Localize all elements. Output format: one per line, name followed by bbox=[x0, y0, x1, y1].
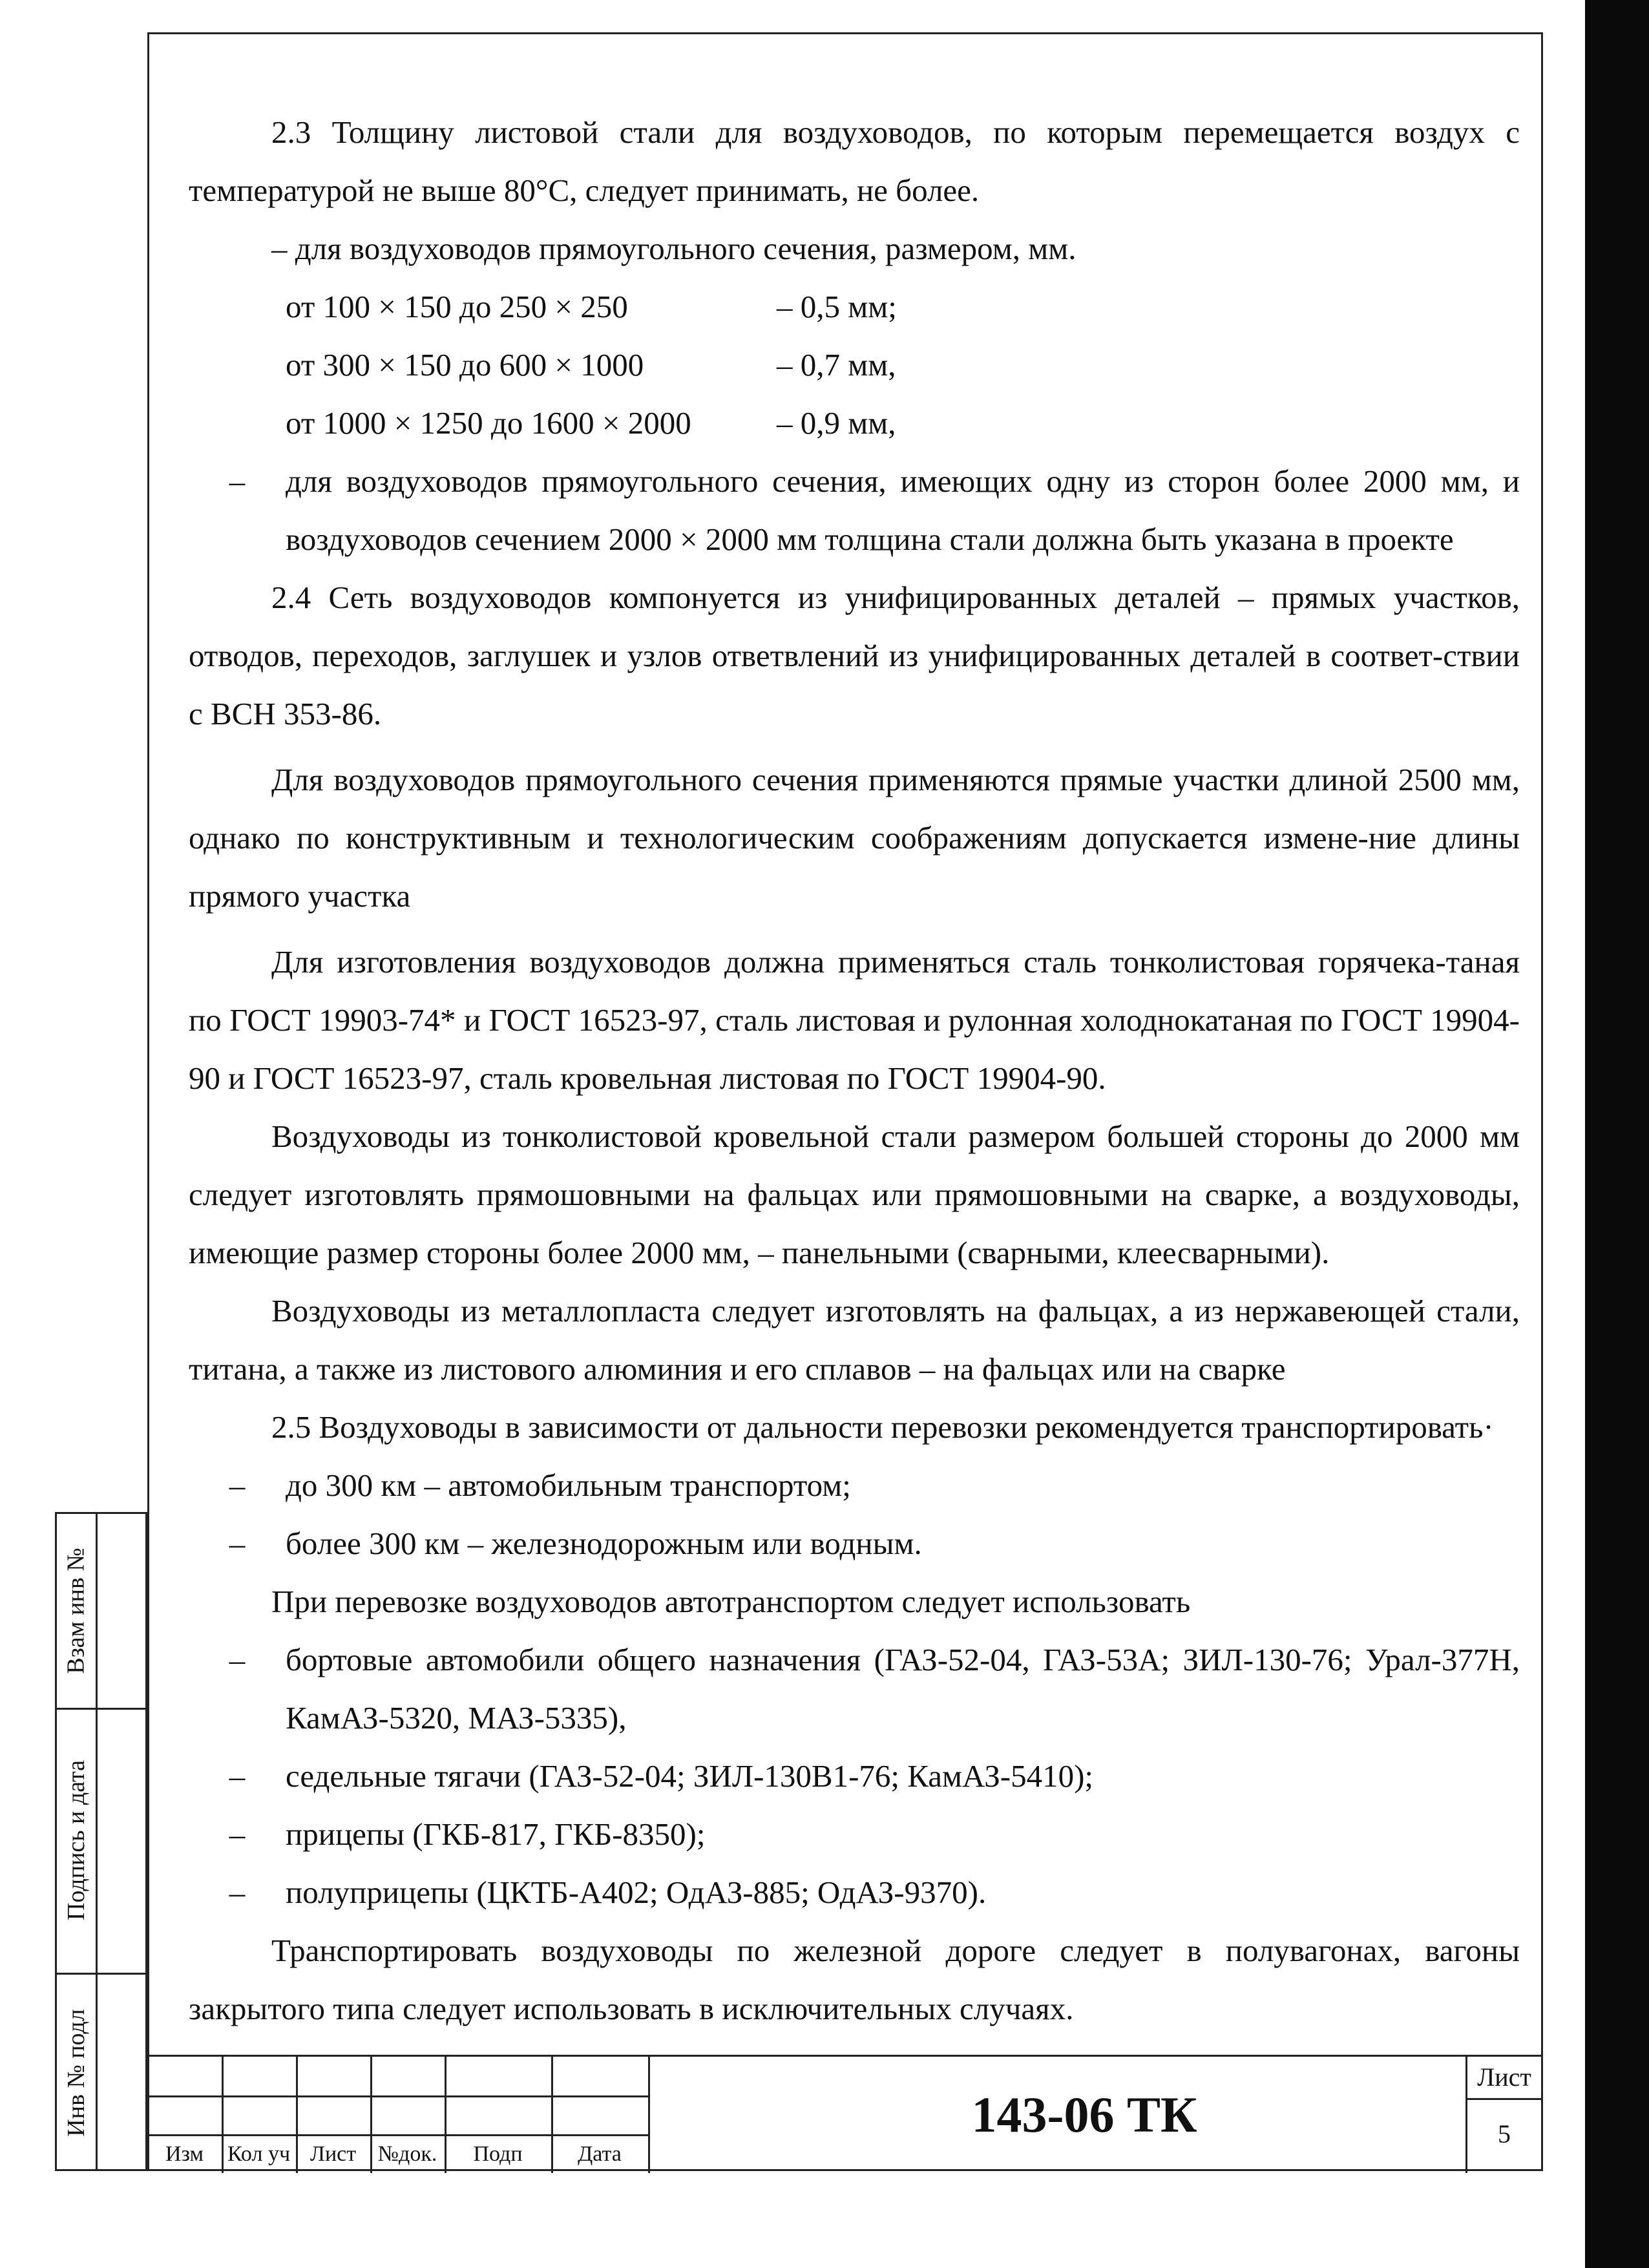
header-izm: Изм bbox=[165, 2142, 204, 2166]
list-item-text: прицепы (ГКБ-817, ГКБ-8350); bbox=[286, 1816, 706, 1852]
inv-original-label: Инв № подл bbox=[63, 2009, 90, 2137]
header-list: Лист bbox=[310, 2142, 357, 2166]
paragraph-2-4: 2.4 Сеть воздуховодов компонуется из унифицированных деталей – прямых участков, отводов, переходов, заглушек и узлов ответвлений из унифицированных деталей в соответ-ствии с ВСН 353-86. bbox=[189, 580, 1520, 731]
header-kol-uch: Кол уч bbox=[227, 2142, 291, 2166]
header-ndok: №док. bbox=[377, 2142, 437, 2166]
list-item-text: бортовые автомобили общего назначения (ГАЗ-52-04, ГАЗ-53А; ЗИЛ-130-76; Урал-377Н, КамАЗ-5320, МАЗ-5335), bbox=[286, 1642, 1520, 1736]
title-block bbox=[147, 2055, 1543, 2171]
dash-marker: – bbox=[229, 1642, 246, 1677]
list-item-vehicle bbox=[189, 1747, 1520, 1805]
dash-marker: – bbox=[229, 1874, 246, 1910]
dash-marker: – bbox=[229, 1758, 246, 1794]
paragraph-railway: Транспортировать воздуховоды по железной дороге следует в полувагонах, вагоны закрытого типа следует использовать в исключительных случаях. bbox=[189, 1933, 1520, 2026]
size-range: от 100 × 150 до 250 × 250 bbox=[286, 289, 628, 324]
paragraph-2-5: 2.5 Воздуховоды в зависимости от дальности перевозки рекомендуется транспортировать· bbox=[271, 1409, 1494, 1445]
list-item-text: до 300 км – автомобильным транспортом; bbox=[286, 1467, 851, 1503]
vzam-inv-label: Взам инв № bbox=[63, 1548, 90, 1674]
thickness-value: – 0,7 мм, bbox=[777, 347, 896, 383]
paragraph-straight-sections: Для воздуховодов прямоугольного сечения применяются прямые участки длиной 2500 мм, однако по конструктивным и технологическим соображениям допускается измене-ние длины прямого участка bbox=[189, 762, 1520, 914]
thickness-row-3 bbox=[189, 394, 1520, 452]
paragraph-metalloplast: Воздуховоды из металлопласта следует изготовлять на фальцах, а из нержавеющей стали, титана, а также из листового алюминия и его сплавов – на фальцах или на сварке bbox=[189, 1293, 1520, 1387]
list-item-text: седельные тягачи (ГАЗ-52-04; ЗИЛ-130В1-76; КамАЗ-5410); bbox=[286, 1758, 1094, 1794]
signature-date-label: Подпись и дата bbox=[63, 1759, 90, 1921]
document-code: 143-06 ТК bbox=[971, 2086, 1197, 2143]
dash-marker: – bbox=[229, 463, 246, 499]
sheet-number: 5 bbox=[1498, 2119, 1511, 2148]
paragraph-roof-steel: Воздуховоды из тонколистовой кровельной стали размером большей стороны до 2000 мм следует изготовлять прямошовными на фальцах или прямошовными на сварке, а воздуховоды, имеющие размер стороны более 2000 мм, – панельными (сварными, клеесварными). bbox=[189, 1118, 1520, 1270]
list-item-vehicle bbox=[189, 1864, 1520, 1922]
thickness-value: – 0,9 мм, bbox=[777, 405, 896, 441]
size-range: от 300 × 150 до 600 × 1000 bbox=[286, 347, 644, 383]
list-item-text: более 300 км – железнодорожным или водным. bbox=[286, 1526, 922, 1561]
document-body bbox=[189, 103, 1520, 2038]
paragraph-large-ducts bbox=[189, 452, 1520, 569]
thickness-row-2 bbox=[189, 336, 1520, 394]
header-podp: Подп bbox=[473, 2142, 523, 2166]
list-item-vehicle bbox=[189, 1805, 1520, 1864]
side-stamp-strip bbox=[55, 1512, 147, 2171]
list-item-text: полуприцепы (ЦКТБ-А402; ОдАЗ-885; ОдАЗ-9370). bbox=[286, 1874, 987, 1910]
paragraph-auto-transport: При перевозке воздуховодов автотранспортом следует использовать bbox=[271, 1584, 1191, 1619]
size-range: от 1000 × 1250 до 1600 × 2000 bbox=[286, 405, 691, 441]
paragraph-text: для воздуховодов прямоугольного сечения, имеющих одну из сторон более 2000 мм, и воздуховодов сечением 2000 × 2000 мм толщина стали должна быть указана в проекте bbox=[286, 463, 1520, 557]
list-item-transport bbox=[189, 1515, 1520, 1573]
dash-marker: – bbox=[229, 1467, 246, 1503]
thickness-row-1 bbox=[189, 278, 1520, 336]
header-data: Дата bbox=[578, 2142, 622, 2166]
list-item-vehicle bbox=[189, 1631, 1520, 1747]
sheet-label: Лист bbox=[1477, 2063, 1531, 2092]
scan-edge-black-bar bbox=[1585, 0, 1649, 2268]
paragraph-rect-section: – для воздуховодов прямоугольного сечения, размером, мм. bbox=[271, 231, 1077, 266]
dash-marker: – bbox=[229, 1526, 246, 1561]
paragraph-steel-grades: Для изготовления воздуховодов должна применяться сталь тонколистовая горячека-таная по ГОСТ 19903-74* и ГОСТ 16523-97, сталь листовая и рулонная холоднокатаная по ГОСТ 19904-90 и ГОСТ 16523-97, сталь кровельная листовая по ГОСТ 19904-90. bbox=[189, 944, 1520, 1096]
paragraph-2-3: 2.3 Толщину листовой стали для воздуховодов, по которым перемещается воздух с температурой не выше 80°С, следует принимать, не более. bbox=[189, 114, 1520, 208]
thickness-value: – 0,5 мм; bbox=[777, 289, 897, 324]
dash-marker: – bbox=[229, 1816, 246, 1852]
list-item-transport bbox=[189, 1456, 1520, 1515]
